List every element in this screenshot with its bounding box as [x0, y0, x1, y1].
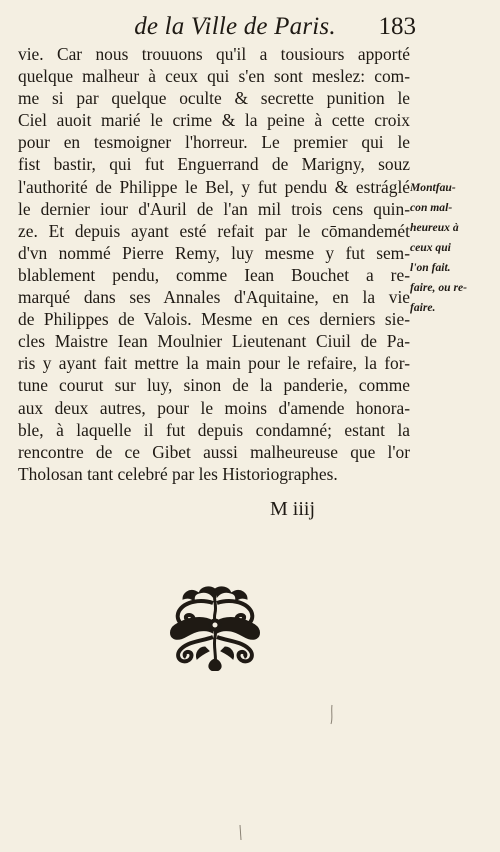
text-line: quelque malheur à ceux qui s'en sont meslez: com-: [18, 66, 410, 87]
text-line: cles Maistre Iean Moulnier Lieutenant Ciuil de Pa-: [18, 331, 410, 352]
text-line: pour en tesmoigner l'horreur. Le premier qui le: [18, 132, 410, 153]
text-line: fist bastir, qui fut Enguerrand de Marigny, souz: [18, 154, 410, 175]
text-line: d'vn nommé Pierre Remy, luy mesme y fut sem-: [18, 242, 410, 263]
text-line: me si par quelque oculte & secrette punition le: [18, 88, 410, 109]
text-line: aux deux autres, pour le moins d'amende honora-: [18, 397, 410, 418]
text-line: vie. Car nous trouuons qu'il a tousiours apporté: [18, 44, 410, 64]
signature-mark: M iiij: [270, 498, 316, 520]
text-line: rencontre de ce Gibet aussi malheureuse que l'or: [18, 441, 410, 462]
text-line: ze. Et depuis ayant esté refait par le cōmandemét: [18, 220, 410, 241]
margin-note-line: Montfau-: [410, 181, 456, 194]
page-header: [0, 12, 500, 44]
text-line: ris y ayant fait mettre la main pour le refaire, la for-: [18, 353, 410, 374]
margin-note-line: ceux qui: [410, 241, 451, 254]
text-line: Tholosan tant celebré par les Historiographes.: [18, 463, 338, 484]
text-line: marqué dans ses Annales d'Aquitaine, en la vie: [18, 287, 410, 308]
margin-note-line: faire.: [410, 301, 436, 314]
text-line: blablement pendu, comme Iean Bouchet a re-: [18, 264, 410, 285]
margin-note: [410, 178, 492, 318]
margin-note-line: con mal-: [410, 201, 453, 214]
text-line: tune courut sur luy, sinon de la panderie, comme: [18, 375, 410, 396]
margin-note-line: heureux à: [410, 221, 459, 234]
text-line: Ciel auoit marié le crime & la peine à cette croix: [18, 110, 410, 131]
text-line: ble, à laquelle il fut depuis condamné; estant la: [18, 419, 410, 440]
fleuron-ornament-icon: [165, 585, 265, 671]
page-number: 183: [378, 13, 416, 40]
margin-note-line: l'on fait.: [410, 261, 451, 274]
margin-note-line: faire, ou re-: [410, 281, 467, 294]
text-line: de Philippes de Valois. Mesme en ces derniers sie-: [18, 309, 410, 330]
text-line: l'authorité de Philippe le Bel, y fut pendu & estráglé: [18, 176, 410, 197]
body-text: [18, 43, 410, 485]
running-title: de la Ville de Paris.: [134, 13, 336, 40]
text-line: le dernier iour d'Auril de l'an mil trois cens quin-: [18, 198, 410, 219]
